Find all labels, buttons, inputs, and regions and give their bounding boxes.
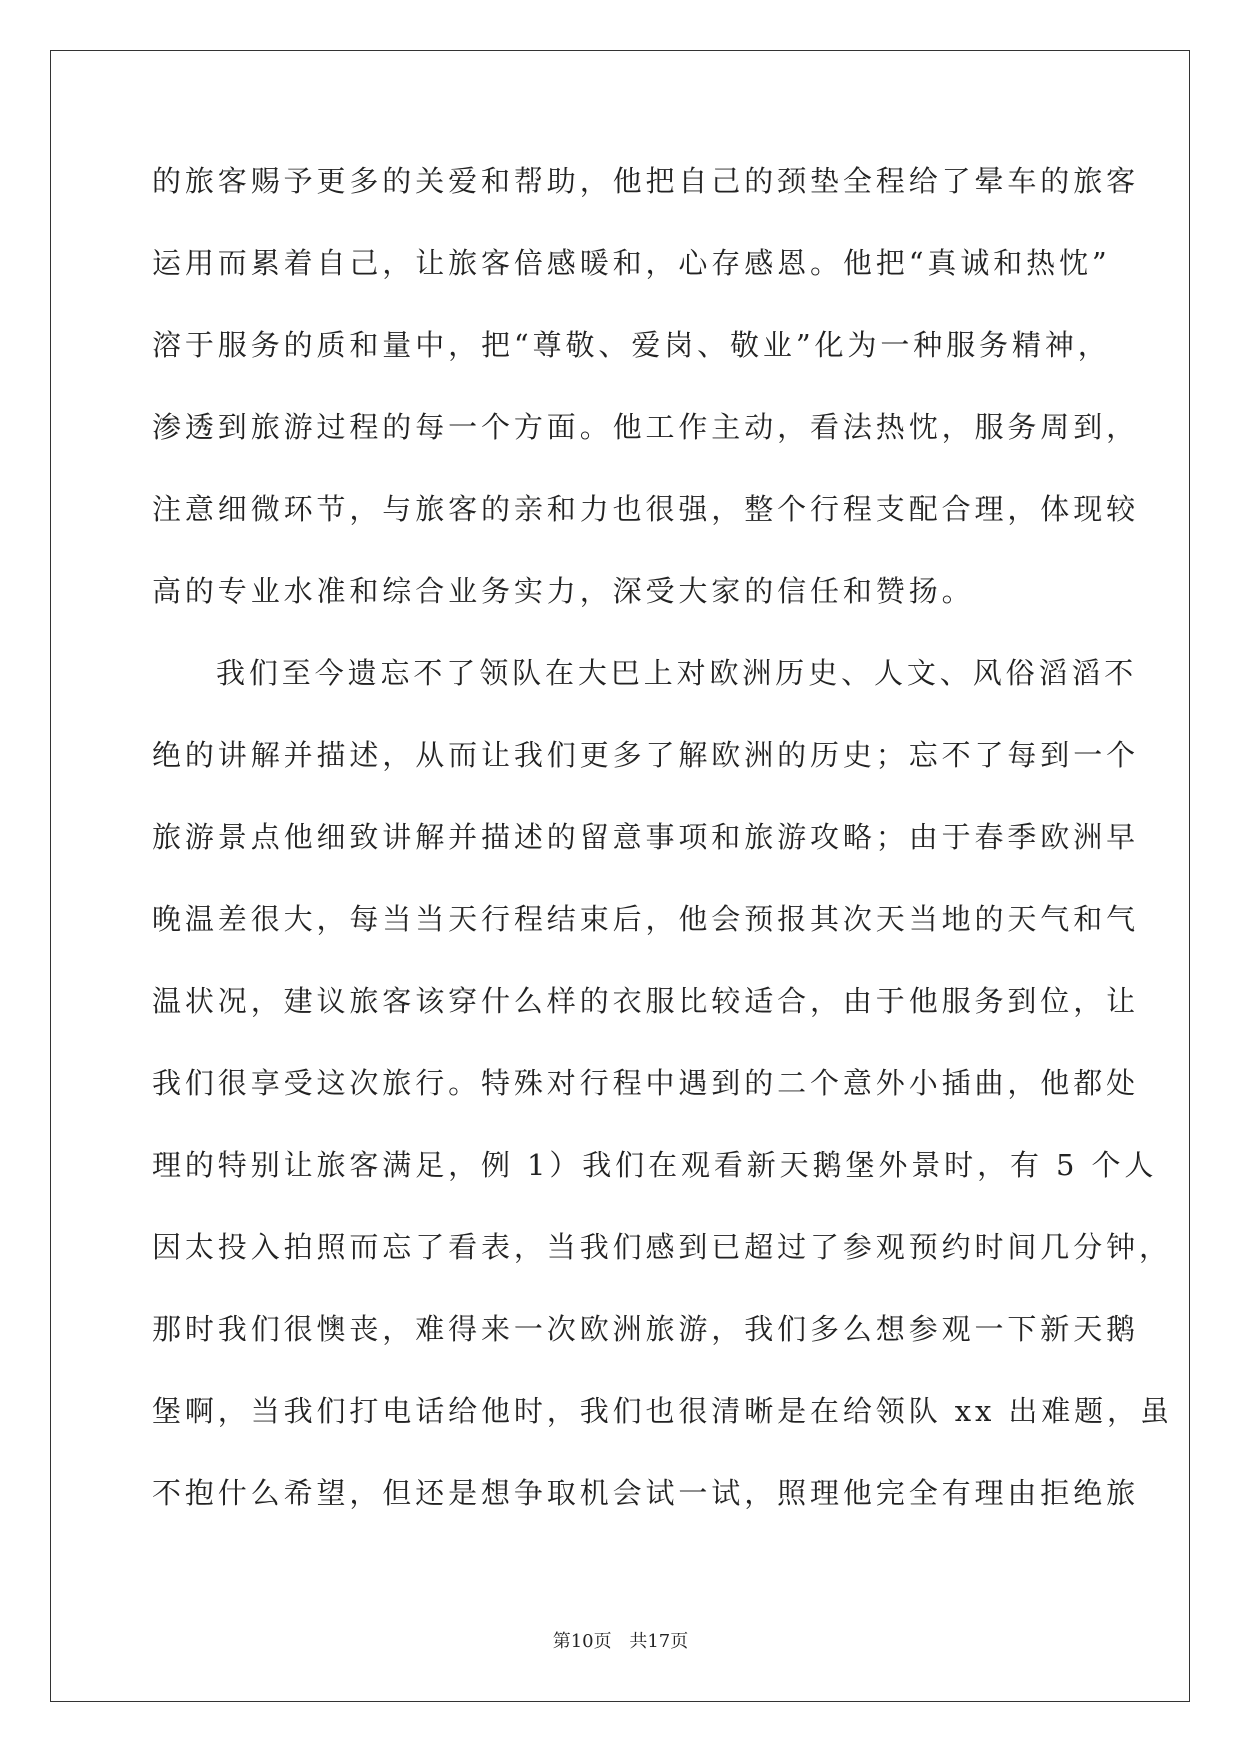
page-footer <box>0 1627 1241 1653</box>
text-line: 旅游景点他细致讲解并描述的留意事项和旅游攻略；由于春季欧洲早 <box>152 820 1140 854</box>
text-line: 渗透到旅游过程的每一个方面。他工作主动，看法热忱，服务周到， <box>152 410 1140 444</box>
text-line: 那时我们很懊丧，难得来一次欧洲旅游，我们多么想参观一下新天鹅 <box>152 1312 1140 1346</box>
text-line: 运用而累着自己，让旅客倍感暖和，心存感恩。他把“真诚和热忱” <box>152 246 1111 280</box>
text-line: 理的特别让旅客满足，例 1）我们在观看新天鹅堡外景时，有 5 个人 <box>152 1148 1158 1182</box>
text-line: 晚温差很大，每当当天行程结束后，他会预报其次天当地的天气和气 <box>152 902 1140 936</box>
page-total: 共17页 <box>629 1631 689 1652</box>
text-line: 不抱什么希望，但还是想争取机会试一试，照理他完全有理由拒绝旅 <box>152 1476 1140 1510</box>
text-line: 因太投入拍照而忘了看表，当我们感到已超过了参观预约时间几分钟， <box>152 1230 1172 1264</box>
text-line: 温状况，建议旅客该穿什么样的衣服比较适合，由于他服务到位，让 <box>152 984 1140 1018</box>
text-line: 我们很享受这次旅行。特殊对行程中遇到的二个意外小插曲，他都处 <box>152 1066 1140 1100</box>
text-line: 堡啊，当我们打电话给他时，我们也很清晰是在给领队 xx 出难题，虽 <box>152 1394 1173 1428</box>
page-number: 第10页 <box>552 1631 612 1652</box>
text-line: 溶于服务的质和量中，把“尊敬、爱岗、敬业”化为一种服务精神， <box>152 328 1111 362</box>
text-line: 高的专业水准和综合业务实力，深受大家的信任和赞扬。 <box>152 574 975 608</box>
document-body <box>152 160 1173 1554</box>
text-line: 注意细微环节，与旅客的亲和力也很强，整个行程支配合理，体现较 <box>152 492 1140 526</box>
text-line: 绝的讲解并描述，从而让我们更多了解欧洲的历史；忘不了每到一个 <box>152 738 1140 772</box>
text-line: 的旅客赐予更多的关爱和帮助，他把自己的颈垫全程给了晕车的旅客 <box>152 164 1140 198</box>
paragraph-first-line: 我们至今遗忘不了领队在大巴上对欧洲历史、人文、风俗滔滔不 <box>216 656 1138 690</box>
